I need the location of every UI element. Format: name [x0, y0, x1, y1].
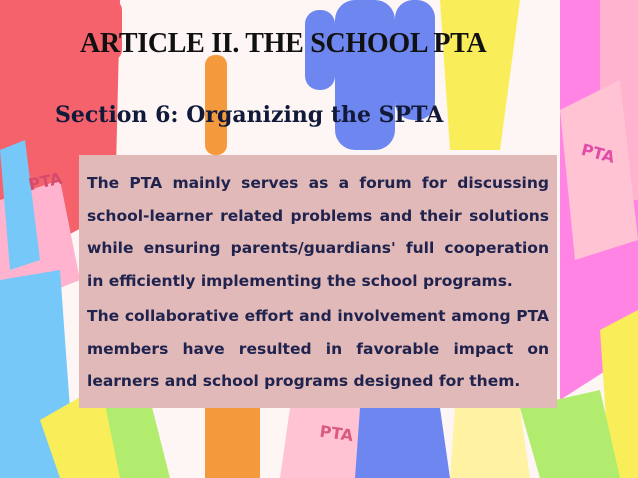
content-text-box [79, 155, 557, 408]
paragraph-1: The PTA mainly serves as a forum for discussing school-learner related problems and their solutions while ensuring parents/guardians' full cooperation in efficiently implementing the school programs. [87, 174, 549, 290]
pta-label-right: PTA [579, 139, 617, 167]
article-title: ARTICLE II. THE SCHOOL PTA [80, 28, 487, 59]
section-heading: Section 6: Organizing the SPTA [55, 102, 444, 128]
pta-label-bottom: PTA [318, 421, 355, 446]
pta-label-left: PTA [26, 168, 64, 195]
paragraph-2: The collaborative effort and involvement among PTA members have resulted in favorable impact on learners and school programs designed for them. [87, 307, 549, 390]
